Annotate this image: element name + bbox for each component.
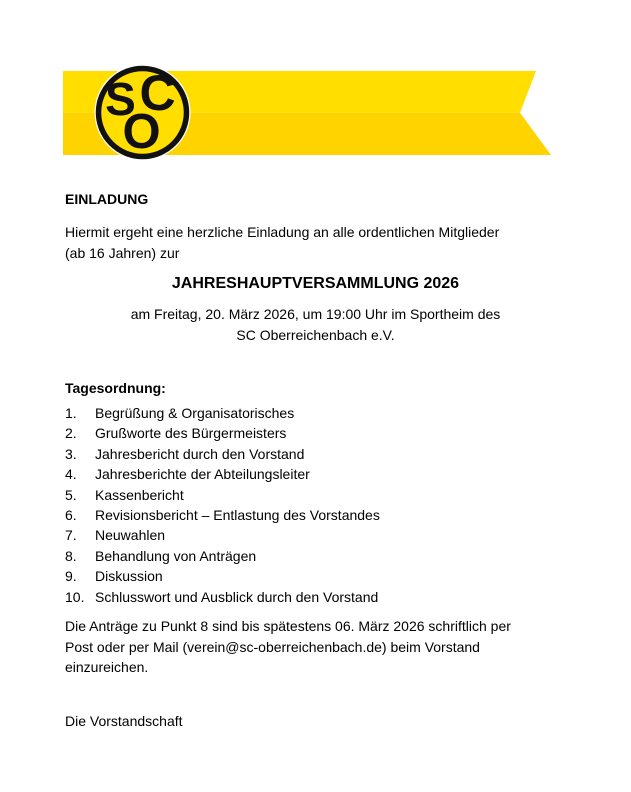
- agenda-item: [65, 546, 380, 566]
- deadline-note-line-3: einzureichen.: [65, 659, 149, 675]
- agenda-item-number: 3.: [65, 445, 77, 462]
- intro-paragraph: [65, 222, 499, 264]
- agenda-item-label: Kassenbericht: [95, 486, 184, 503]
- agenda-item-label: Behandlung von Anträgen: [95, 547, 257, 564]
- agenda-item-label: Schlusswort und Ausblick durch den Vorstand: [95, 588, 379, 605]
- agenda-item-number: 7.: [65, 527, 77, 544]
- intro-line-2: (ab 16 Jahren) zur: [65, 245, 180, 261]
- agenda-item: [65, 403, 380, 423]
- agenda-item-number: 8.: [65, 547, 77, 564]
- meeting-datetime-line-2: SC Oberreichenbach e.V.: [236, 327, 395, 343]
- agenda-item-number: 2.: [65, 425, 77, 442]
- logo-letter-s: S: [105, 73, 136, 125]
- agenda-item-label: Begrüßung & Organisatorisches: [95, 405, 295, 421]
- agenda-item: [65, 566, 380, 586]
- signature: Die Vorstandschaft: [65, 713, 183, 729]
- logo-letter-o: O: [122, 105, 161, 159]
- agenda-item-label: Diskussion: [95, 568, 163, 585]
- club-logo: [94, 64, 191, 161]
- agenda-item: [65, 444, 380, 464]
- meeting-title: JAHRESHAUPTVERSAMMLUNG 2026: [171, 275, 460, 292]
- deadline-note-line-2: Post oder per Mail (verein@sc-oberreichenbach.de) beim Vorstand: [65, 638, 480, 655]
- agenda-item-number: 6.: [65, 507, 77, 524]
- agenda-list: [65, 403, 380, 607]
- agenda-item: [65, 423, 380, 443]
- heading-einladung: EINLADUNG: [65, 191, 149, 207]
- agenda-item: [65, 505, 380, 525]
- deadline-note-line-1: Die Anträge zu Punkt 8 sind bis spätestens 06. März 2026 schriftlich per: [65, 618, 511, 634]
- deadline-note: [65, 616, 511, 678]
- agenda-item-number: 9.: [65, 568, 77, 585]
- agenda-item: [65, 587, 380, 607]
- agenda-item-label: Jahresberichte der Abteilungsleiter: [95, 466, 310, 483]
- agenda-item-number: 5.: [65, 486, 77, 503]
- agenda-item-label: Grußworte des Bürgermeisters: [95, 425, 287, 442]
- agenda-item-number: 1.: [65, 405, 77, 421]
- logo-letter-c: C: [139, 65, 176, 121]
- agenda-item: [65, 485, 380, 505]
- agenda-item-label: Neuwahlen: [95, 527, 166, 544]
- agenda-heading: Tagesordnung:: [65, 380, 166, 396]
- agenda-item-number: 4.: [65, 466, 77, 483]
- agenda-item: [65, 525, 380, 545]
- meeting-datetime-line-1: am Freitag, 20. März 2026, um 19:00 Uhr im Sportheim des: [130, 306, 501, 322]
- agenda-item: [65, 464, 380, 484]
- meeting-datetime: [0, 304, 631, 346]
- intro-line-1: Hiermit ergeht eine herzliche Einladung an alle ordentlichen Mitglieder: [65, 224, 500, 240]
- agenda-item-number: 10.: [65, 588, 85, 605]
- agenda-item-label: Jahresbericht durch den Vorstand: [95, 445, 305, 462]
- agenda-item-label: Revisionsbericht – Entlastung des Vorstandes: [95, 507, 380, 524]
